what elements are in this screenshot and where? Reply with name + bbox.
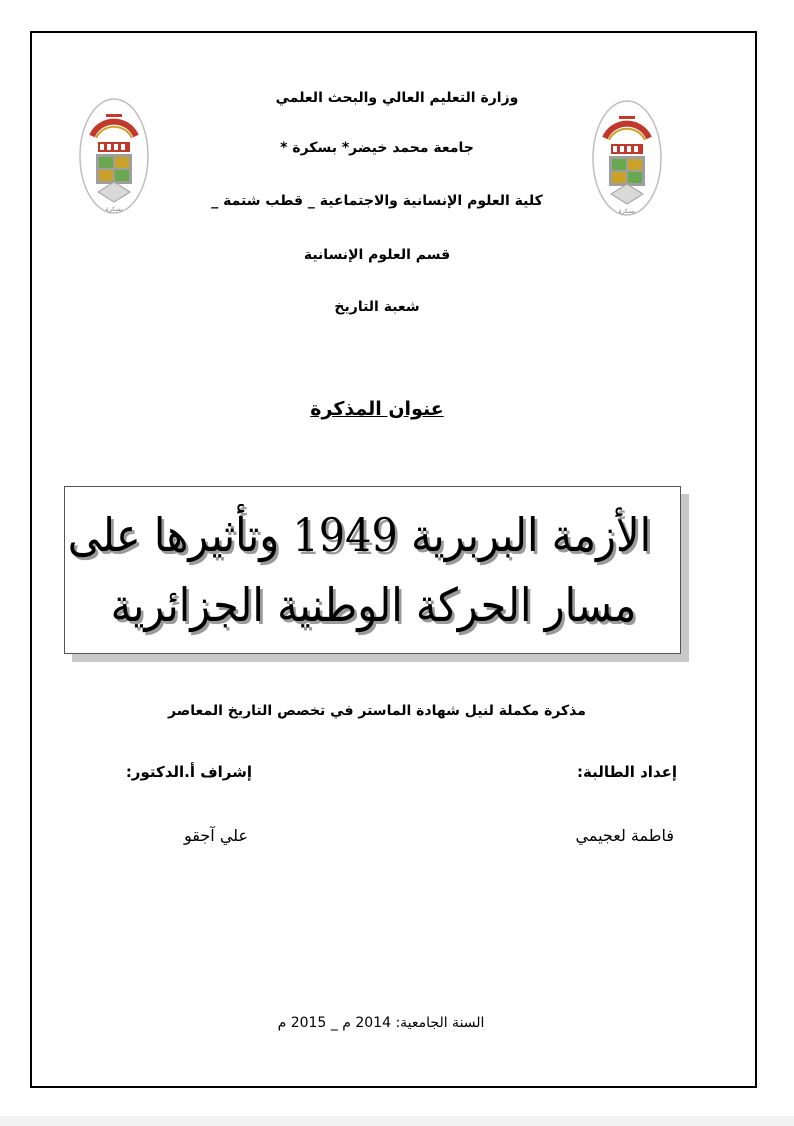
student-name: فاطمة لعجيمي (575, 826, 674, 845)
department-name: قسم العلوم الإنسانية (303, 247, 451, 263)
title-box (64, 486, 681, 654)
supervisor-label: إشراف أ.الدكتور: (125, 763, 252, 781)
logo-bottom-text: بسكرة (618, 208, 636, 215)
memo-title-line-2: مسار الحركة الوطنية الجزائرية (110, 578, 637, 632)
memo-label: عنوان المذكرة (310, 398, 444, 420)
branch-name: شعبة التاريخ (334, 299, 420, 315)
faculty-name: كلية العلوم الإنسانية والاجتماعية _ قطب شتمة _ (211, 193, 543, 209)
supervisor-name: علي آجقو (184, 826, 248, 845)
university-name: جامعة محمد خيضر* بسكرة * (280, 140, 474, 156)
student-label: إعداد الطالبة: (577, 763, 677, 781)
memo-title-line-1: الأزمة البربرية 1949 وتأثيرها على (67, 508, 652, 562)
ministry-name: وزارة التعليم العالي والبحث العلمي (275, 90, 519, 106)
memo-subtitle: مذكرة مكملة لنيل شهادة الماستر في تخصص التاريخ المعاصر (168, 703, 586, 719)
academic-year: السنة الجامعية: 2014 م _ 2015 م (277, 1015, 485, 1031)
logo-bottom-text: بسكرة (105, 206, 123, 213)
